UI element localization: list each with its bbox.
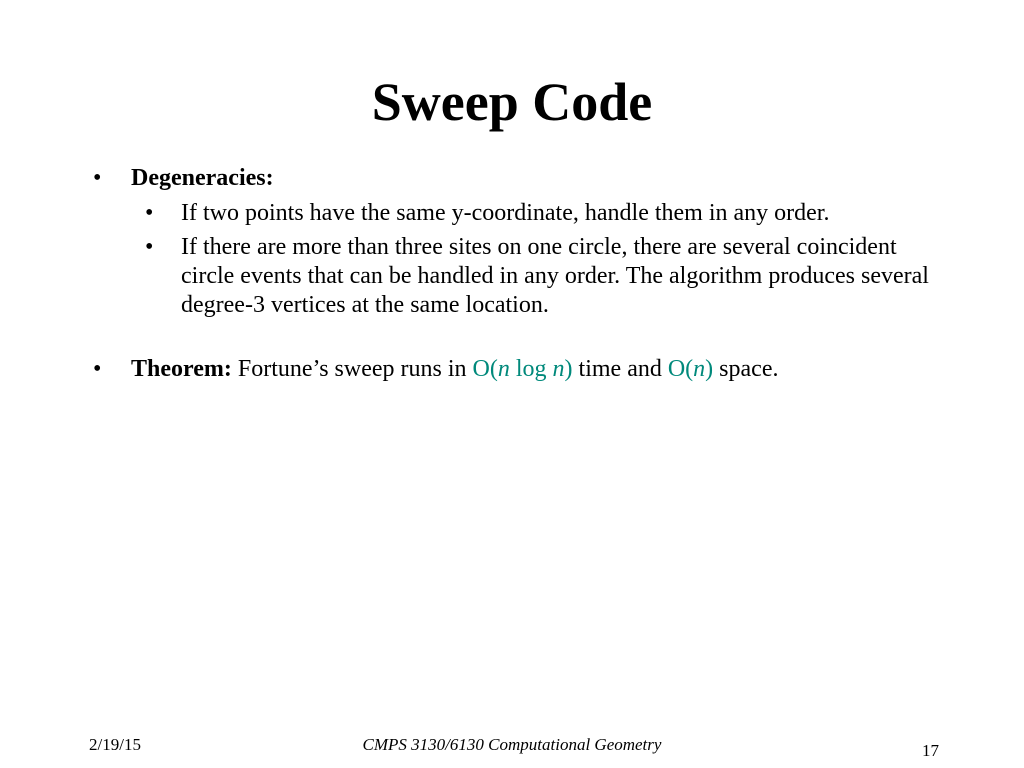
big-o-open: O( xyxy=(472,356,498,382)
subbullet-marker: • xyxy=(145,200,154,226)
theorem-text-pre: Fortune’s sweep runs in xyxy=(237,356,473,382)
footer-course-title: CMPS 3130/6130 Computational Geometry xyxy=(362,735,662,754)
theorem-text-post: space. xyxy=(713,356,779,382)
subbullet-cocircular xyxy=(145,233,941,320)
bullet-theorem xyxy=(93,355,991,384)
big-o-close: ) xyxy=(564,356,573,382)
bullet-marker: • xyxy=(93,356,102,382)
big-o-close: ) xyxy=(705,356,714,382)
footer-page-number: 17 xyxy=(922,741,939,760)
big-o-space xyxy=(668,356,713,382)
degeneracies-label: Degeneracies: xyxy=(131,165,274,191)
theorem-label: Theorem: xyxy=(131,356,232,382)
big-o-time xyxy=(473,356,573,382)
bullet-marker: • xyxy=(93,165,102,191)
footer-date: 2/19/15 xyxy=(89,735,141,754)
subbullet-marker: • xyxy=(145,234,154,260)
big-o-open: O( xyxy=(667,356,694,382)
subbullet-text: If two points have the same y-coordinate, handle them in any order. xyxy=(181,200,830,226)
variable-n: n xyxy=(552,356,565,382)
bullet-degeneracies xyxy=(93,164,991,193)
variable-n: n xyxy=(693,356,706,382)
slide-title: Sweep Code xyxy=(371,72,653,132)
subbullet-same-y xyxy=(145,199,981,228)
subbullet-text: If there are more than three sites on one circle, there are several coincident circle events that can be handled in any order. The algorithm produces several degree-3 vertices at the same location. xyxy=(181,234,929,318)
log-text: log xyxy=(509,356,553,382)
variable-n: n xyxy=(497,356,510,382)
theorem-text-mid: time and xyxy=(572,356,668,382)
